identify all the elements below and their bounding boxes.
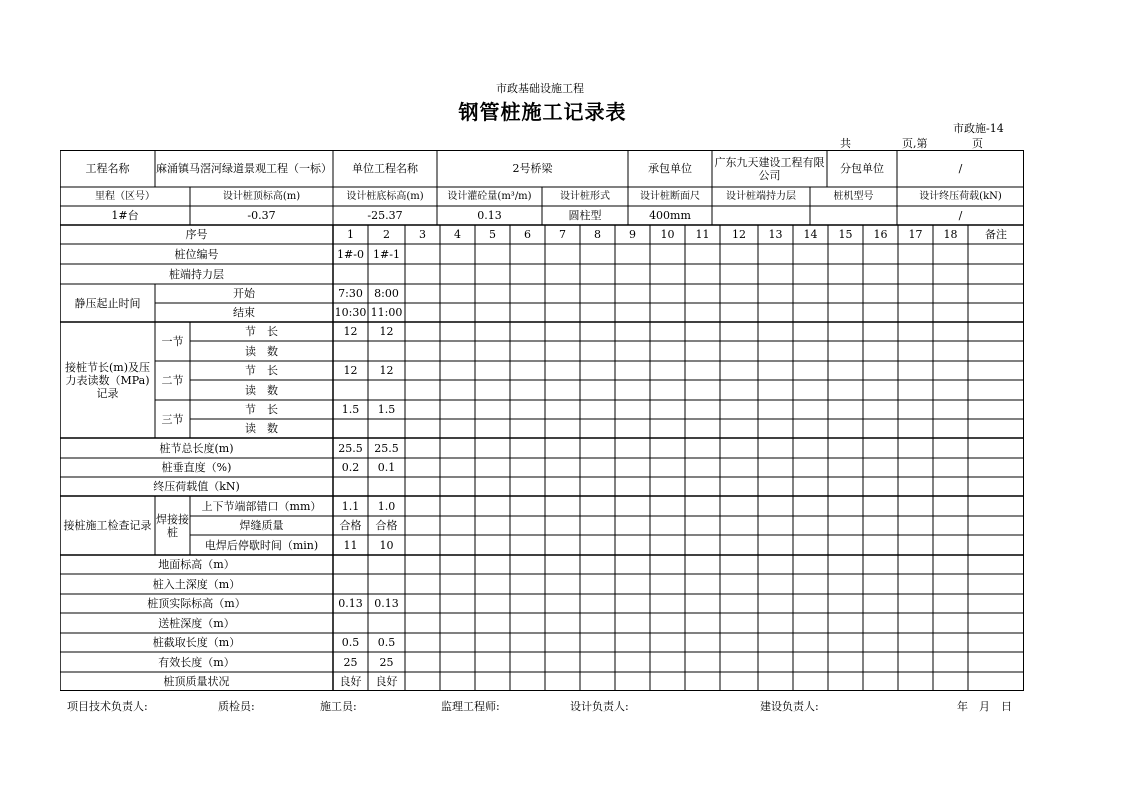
- cut-off-length-pile-2: 0.5: [377, 636, 396, 649]
- sequence-label: 序号: [185, 228, 208, 241]
- contractor-label: 承包单位: [648, 162, 692, 175]
- verticality-pile-2: 0.1: [377, 461, 396, 474]
- form-code: 市政施-14: [953, 122, 1004, 135]
- sequence-number: 8: [594, 228, 601, 241]
- final-load-value-pile-1: [333, 477, 368, 496]
- page-total-label: 共: [840, 137, 851, 150]
- footer-design-lead: 设计负责人:: [570, 700, 629, 713]
- segment-length-group: 接桩节长(m)及压力表读数（MPa)记录: [64, 360, 150, 400]
- segment-1-length-pile-1: 12: [343, 325, 358, 338]
- sequence-number: 17: [908, 228, 923, 241]
- actual-top-elevation-pile-2: 0.13: [374, 597, 399, 610]
- follower-depth-pile-1: [333, 613, 368, 633]
- weld-quality-pile-1: 合格: [339, 519, 362, 532]
- segment-reading-label: 读 数: [245, 422, 278, 435]
- weld-quality-pile-2: 合格: [375, 519, 398, 532]
- design-header-concrete-volume: 设计灌砼量(m³/m): [447, 191, 532, 202]
- sequence-number: 1: [347, 228, 354, 241]
- design-value-pile-type: 圆柱型: [568, 209, 602, 222]
- footer-supervisor: 监理工程师:: [441, 700, 500, 713]
- segment-3-length-pile-1: 1.5: [341, 403, 360, 416]
- actual-top-elevation-pile-1: 0.13: [338, 597, 363, 610]
- total-length-pile-2: 25.5: [374, 441, 399, 455]
- segment-length-label: 节 长: [245, 403, 278, 416]
- weld-quality-label: 焊缝质量: [239, 519, 284, 532]
- sequence-number: 12: [732, 228, 746, 241]
- sequence-number: 3: [419, 228, 426, 241]
- segment-reading-label: 读 数: [245, 383, 278, 397]
- pile-number-label: 桩位编号: [174, 247, 219, 261]
- bearing-layer-row-pile-1: [333, 264, 368, 284]
- ground-elevation-pile-2: [368, 555, 405, 574]
- project-name-value: 麻涌镇马滘河绿道景观工程（一标）: [156, 162, 332, 175]
- verticality-label: 桩垂直度（%): [161, 461, 232, 474]
- cut-off-length-label: 桩截取长度（m）: [152, 636, 241, 649]
- segment-reading-label: 读 数: [245, 344, 278, 358]
- end-time-pile-2: 11:00: [370, 306, 403, 319]
- sequence-number: 9: [629, 228, 636, 241]
- sequence-number: 6: [524, 228, 531, 241]
- sequence-number: 16: [873, 228, 888, 241]
- sequence-number: 5: [489, 228, 496, 241]
- splice-check-group: 接桩施工检查记录: [63, 519, 152, 532]
- pile-top-quality-pile-2: 良好: [375, 675, 398, 688]
- end-time-label: 结束: [233, 306, 255, 319]
- footer-date: 年 月 日: [957, 700, 1012, 713]
- pile-number-pile-1: 1#-0: [337, 247, 364, 261]
- design-header-pile-section: 设计桩断面尺: [640, 191, 700, 202]
- actual-top-elevation-label: 桩顶实际标高（m）: [147, 597, 246, 610]
- penetration-depth-label: 桩入土深度（m）: [152, 577, 241, 591]
- segment-length-label: 节 长: [245, 325, 278, 338]
- sequence-number: 11: [695, 228, 710, 241]
- total-length-pile-1: 25.5: [338, 441, 363, 455]
- sequence-number: 13: [768, 228, 783, 241]
- subcontractor-label: 分包单位: [840, 162, 884, 175]
- bearing-layer-row-label: 桩端持力层: [169, 267, 224, 281]
- segment-1-length-pile-2: 12: [379, 325, 394, 338]
- static-press-time-group: 静压起止时间: [74, 296, 141, 310]
- penetration-depth-pile-1: [333, 574, 368, 594]
- project-name-label: 工程名称: [85, 162, 130, 175]
- form-category: 市政基础设施工程: [496, 82, 584, 95]
- footer-quality-inspector: 质检员:: [218, 700, 255, 713]
- end-misalignment-pile-2: 1.0: [377, 499, 396, 513]
- sequence-number: 14: [803, 228, 818, 241]
- weld-cooling-time-pile-1: 11: [343, 538, 358, 552]
- design-header-bearing-layer: 设计桩端持力层: [726, 191, 796, 202]
- verticality-pile-1: 0.2: [341, 461, 360, 474]
- segment-2-length-pile-2: 12: [379, 364, 394, 377]
- sequence-number: 18: [943, 228, 958, 241]
- sequence-number: 15: [838, 228, 853, 241]
- end-time-pile-1: 10:30: [334, 306, 367, 319]
- design-value-bearing-layer: [712, 206, 810, 225]
- penetration-depth-pile-2: [368, 574, 405, 594]
- bearing-layer-row-pile-2: [368, 264, 405, 284]
- page-title: 钢管桩施工记录表: [458, 100, 627, 124]
- record-table: [60, 150, 1024, 691]
- final-load-value-label: 终压荷载值（kN): [153, 480, 240, 493]
- cut-off-length-pile-1: 0.5: [341, 636, 360, 649]
- pile-number-pile-2: 1#-1: [373, 247, 400, 261]
- segment-2-length-pile-1: 12: [343, 364, 358, 377]
- end-misalignment-label: 上下节端部错口（mm）: [201, 499, 322, 513]
- pile-top-quality-label: 桩顶质量状况: [163, 675, 230, 688]
- follower-depth-pile-2: [368, 613, 405, 633]
- design-header-pile-top-elev: 设计桩顶标高(m): [222, 191, 301, 202]
- follower-depth-label: 送桩深度（m）: [158, 616, 235, 630]
- design-value-mileage: 1#台: [111, 209, 139, 222]
- end-misalignment-pile-1: 1.1: [341, 499, 360, 513]
- total-length-label: 桩节总长度(m): [159, 441, 234, 455]
- page-end-label: 页: [972, 137, 983, 150]
- effective-length-label: 有效长度（m）: [158, 655, 235, 669]
- design-value-pile-machine: [810, 206, 897, 225]
- weld-cooling-time-label: 电焊后停歇时间（min): [204, 538, 319, 552]
- design-value-pile-top-elev: -0.37: [247, 209, 276, 222]
- final-load-value-pile-2: [368, 477, 405, 496]
- sequence-number: 4: [454, 228, 461, 241]
- footer-builder: 施工员:: [320, 700, 357, 713]
- design-header-final-load: 设计终压荷载(kN): [919, 191, 1002, 202]
- effective-length-pile-1: 25: [343, 655, 358, 669]
- segment-2-label: 二节: [161, 374, 184, 387]
- sequence-number: 2: [383, 228, 390, 241]
- sequence-number: 10: [660, 228, 675, 241]
- ground-elevation-pile-1: [333, 555, 368, 574]
- segment-1-label: 一节: [161, 335, 184, 348]
- ground-elevation-label: 地面标高（m）: [158, 558, 235, 571]
- start-time-pile-2: 8:00: [374, 287, 399, 300]
- design-value-final-load: /: [958, 209, 963, 222]
- sequence-number: 7: [559, 228, 566, 241]
- weld-splice-group: 焊接接桩: [156, 512, 189, 539]
- segment-3-length-pile-2: 1.5: [377, 403, 396, 416]
- design-header-mileage: 里程（区号）: [95, 191, 155, 202]
- design-header-pile-type: 设计桩形式: [560, 191, 610, 202]
- design-header-pile-machine: 桩机型号: [833, 191, 874, 202]
- contractor-value: 广东九天建设工程有限公司: [714, 155, 825, 182]
- page-current-label: 页,第: [902, 137, 928, 150]
- design-value-pile-bottom-elev: -25.37: [367, 209, 403, 222]
- start-time-pile-1: 7:30: [338, 287, 363, 300]
- footer-owner-lead: 建设负责人:: [760, 700, 819, 713]
- subcontractor-value: /: [958, 162, 963, 175]
- pile-top-quality-pile-1: 良好: [339, 675, 362, 688]
- design-value-pile-section: 400mm: [649, 209, 691, 222]
- effective-length-pile-2: 25: [379, 655, 394, 669]
- weld-cooling-time-pile-2: 10: [379, 538, 394, 552]
- segment-3-label: 三节: [161, 412, 184, 426]
- design-value-concrete-volume: 0.13: [477, 209, 502, 222]
- footer-tech-lead: 项目技术负责人:: [67, 700, 148, 713]
- start-time-label: 开始: [233, 287, 255, 300]
- unit-project-label: 单位工程名称: [352, 162, 418, 175]
- remark-header: 备注: [985, 228, 1007, 241]
- design-header-pile-bottom-elev: 设计桩底标高(m): [346, 191, 424, 202]
- unit-project-value: 2号桥梁: [512, 162, 553, 175]
- segment-length-label: 节 长: [245, 364, 278, 377]
